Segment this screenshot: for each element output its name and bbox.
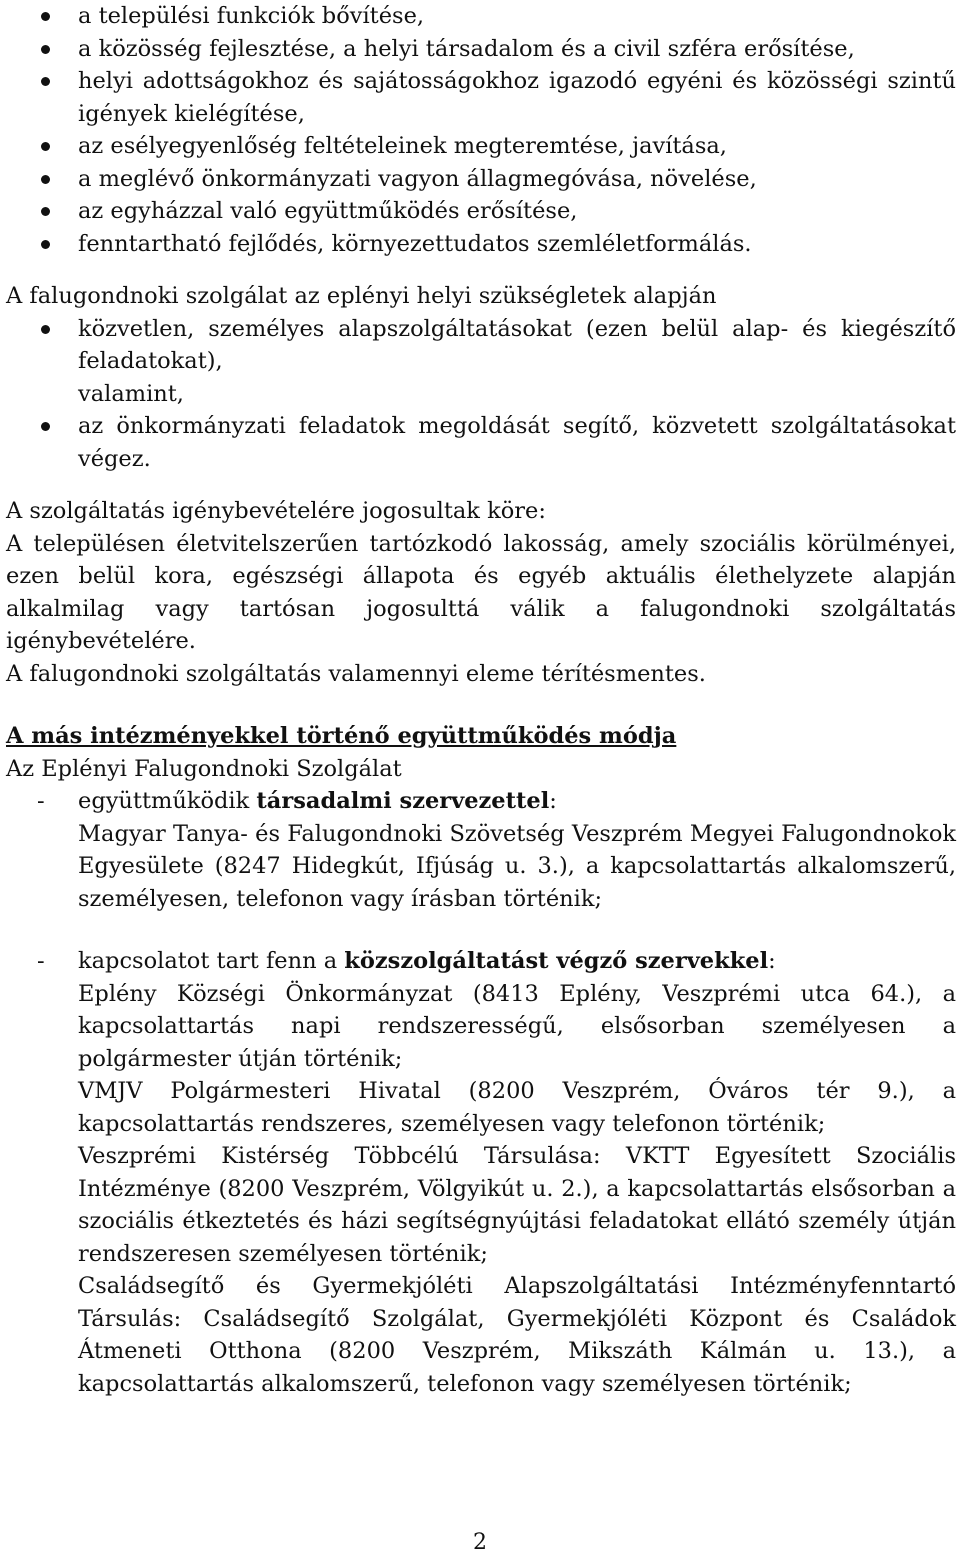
falugondnok-list [6,313,956,378]
bullet-icon [41,422,50,431]
list-item: közvetlen, személyes alapszolgáltatásokat (ezen belül alap- és kiegészítő feladatokat), [6,313,956,378]
cooperation-item-public: - kapcsolatot tart fenn a közszolgáltatást végző szervekkel: [6,945,956,978]
partner-item: VMJV Polgármesteri Hivatal (8200 Veszprém, Óváros tér 9.), a kapcsolattartás rendszeres, személyesen vagy telefonon történik; [78,1078,956,1137]
jogosultak-title: A szolgáltatás igénybevételére jogosultak köre: [6,498,546,524]
dash-marker: - [37,948,45,974]
bullet-icon [41,325,50,334]
valamint-text: valamint, [78,380,184,407]
cooperation-social-text: Magyar Tanya- és Falugondnoki Szövetség Veszprém Megyei Falugondnokok Egyesülete (8247 Hidegkút, Ifjúság u. 3.), a kapcsolattartás alkalomszerű, személyesen, telefonon vagy írásban történik; [78,820,956,912]
bullet-icon [41,207,50,216]
cooperation-item-social: - együttműködik társadalmi szervezettel: [6,785,956,818]
list-item: helyi adottságokhoz és sajátosságokhoz igazodó egyéni és közösségi szintű igények kielégítése, [6,65,956,130]
list-item: az önkormányzati feladatok megoldását segítő, közvetett szolgáltatásokat végez. [6,410,956,475]
list-item: fenntartható fejlődés, környezettudatos szemléletformálás. [6,228,956,261]
list-item: a települési funkciók bővítése, [6,0,956,33]
jogosultak-free: A falugondnoki szolgáltatás valamennyi eleme térítésmentes. [6,660,706,687]
bullet-icon [41,142,50,151]
bullet-icon [41,12,50,21]
goals-list [6,0,956,260]
list-item: a meglévő önkormányzati vagyon állagmegóvása, növelése, [6,163,956,196]
partner-item: Eplény Községi Önkormányzat (8413 Eplény, Veszprémi utca 64.), a kapcsolattartás napi rendszerességű, elsősorban személyesen a polgármester útján történik; [78,980,956,1072]
dash-marker: - [37,788,45,814]
list-item: az esélyegyenlőség feltételeinek megteremtése, javítása, [6,130,956,163]
bullet-icon [41,175,50,184]
document-page [6,0,956,1554]
list-item: a közösség fejlesztése, a helyi társadalom és a civil szféra erősítése, [6,33,956,66]
section-heading: A más intézményekkel történő együttműködés módja [6,723,677,749]
falugondnok-intro: A falugondnoki szolgálat az eplényi helyi szükségletek alapján [6,283,717,309]
bullet-icon [41,240,50,249]
section-subject: Az Eplényi Falugondnoki Szolgálat [6,755,402,782]
bullet-icon [41,45,50,54]
falugondnok-list-2 [6,410,956,475]
list-item: az egyházzal való együttműködés erősítése, [6,195,956,228]
bullet-icon [41,77,50,86]
partner-item: Családsegítő és Gyermekjóléti Alapszolgáltatási Intézményfenntartó Társulás: Családsegítő Szolgálat, Gyermekjóléti Központ és Családok Átmeneti Otthona (8200 Veszprém, Mikszáth Kálmán u. 13.), a kapcsolattartás alkalomszerű, telefonon vagy személyesen történik; [78,1273,956,1397]
partner-item: Veszprémi Kistérség Többcélú Társulása: VKTT Egyesített Szociális Intézménye (8200 Veszprém, Völgyikút u. 2.), a kapcsolattartás elsősorban a szociális étkeztetés és házi segítségnyújtási feladatokat ellátó személy útján rendszeresen személyesen történik; [78,1143,956,1267]
page-number: 2 [473,1530,487,1555]
jogosultak-text: A településen életvitelszerűen tartózkodó lakosság, amely szociális körülményei, ezen belül kora, egészségi állapota és egyéb aktuális élethelyzete alapján alkalmilag vagy tartósan jogosulttá válik a falugondnoki szolgáltatás igénybevételére. [6,530,956,654]
